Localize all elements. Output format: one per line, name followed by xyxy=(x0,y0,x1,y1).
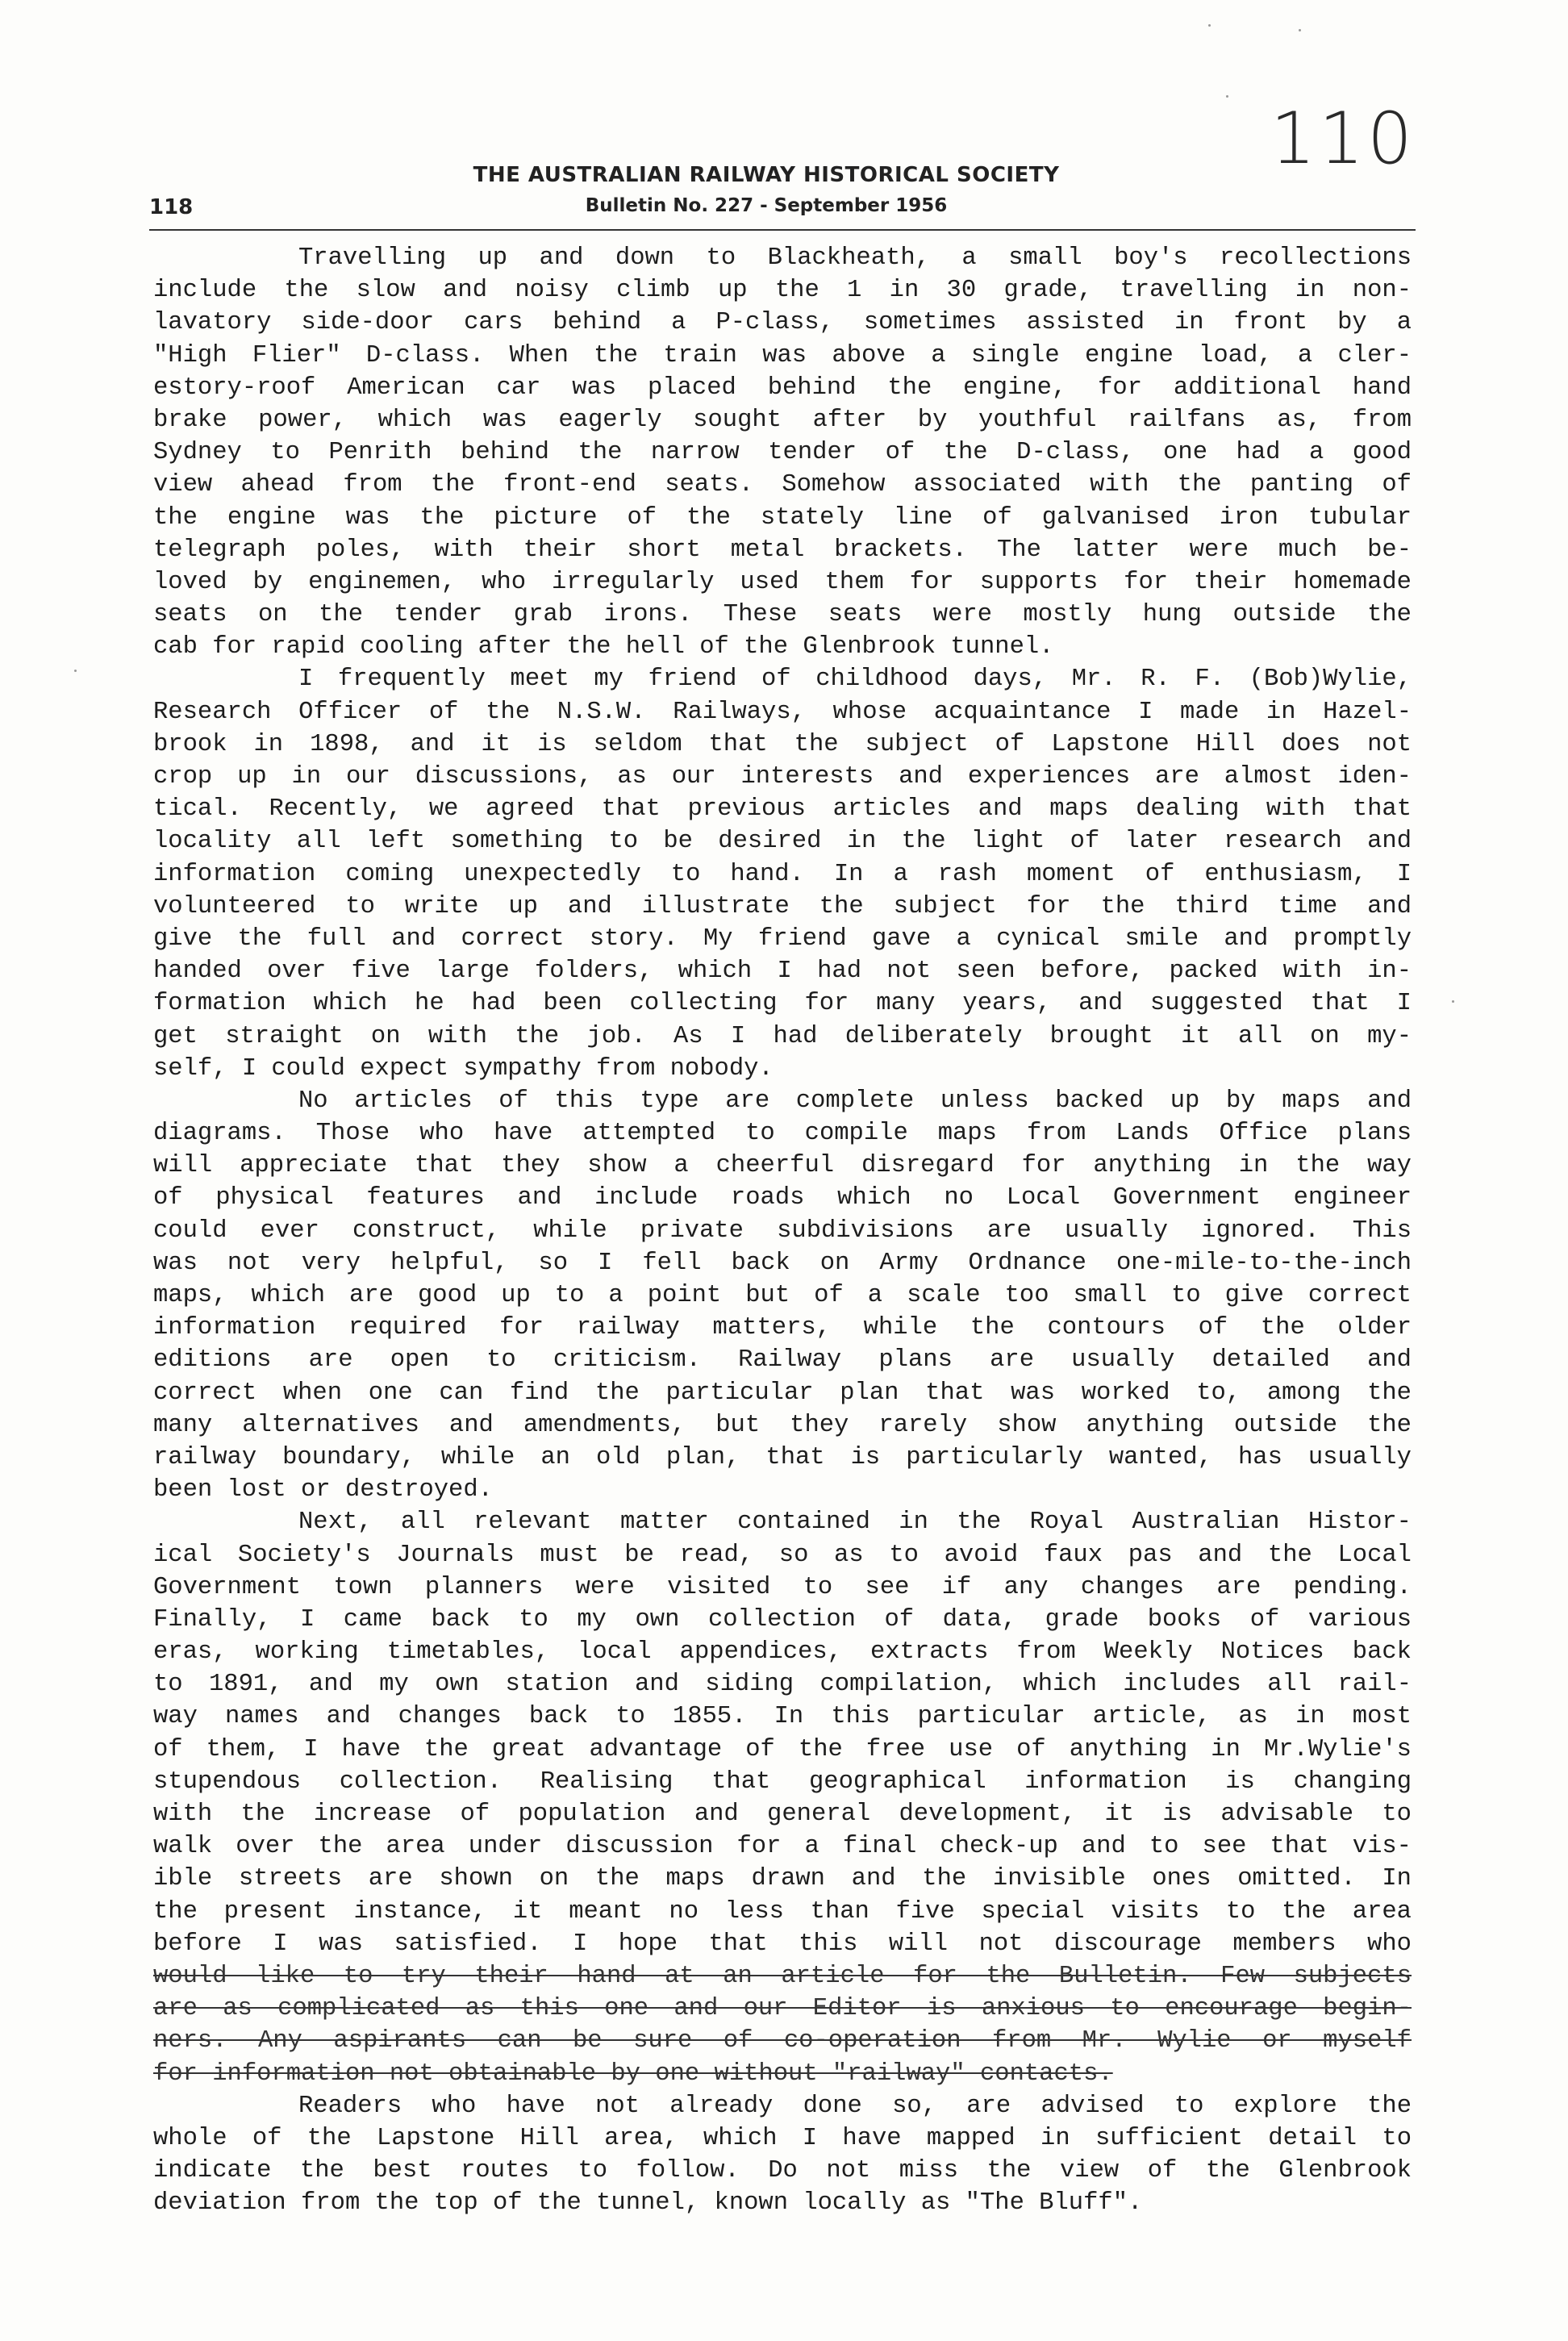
text-line: crop up in our discussions, as our interests and experiences are almost iden- xyxy=(153,763,1412,791)
text-line: walk over the area under discussion for a final check-up and to see that vis- xyxy=(153,1833,1412,1861)
text-line: No articles of this type are complete unless backed up by maps and xyxy=(298,1087,1412,1115)
text-line: locality all left something to be desired in the light of later research and xyxy=(153,828,1412,856)
text-line: of physical features and include roads which no Local Government engineer xyxy=(153,1184,1412,1212)
text-line: whole of the Lapstone Hill area, which I have mapped in sufficient detail to xyxy=(153,2124,1412,2152)
text-line: volunteered to write up and illustrate the subject for the third time and xyxy=(153,892,1412,920)
text-line: cab for rapid cooling after the hell of the Glenbrook tunnel. xyxy=(153,633,1054,661)
text-line: will appreciate that they show a cheerful disregard for anything in the way xyxy=(153,1152,1412,1180)
text-line: with the increase of population and general development, it is advisable to xyxy=(153,1801,1412,1828)
print-speck xyxy=(1299,29,1301,31)
text-line: get straight on with the job. As I had deliberately brought it all on my- xyxy=(153,1022,1412,1050)
text-line: was not very helpful, so I fell back on Army Ordnance one-mile-to-the-inch xyxy=(153,1249,1412,1277)
society-name: THE AUSTRALIAN RAILWAY HISTORICAL SOCIETY xyxy=(473,163,1060,187)
text-line: give the full and correct story. My friend gave a cynical smile and promptly xyxy=(153,924,1412,953)
text-line: many alternatives and amendments, but they rarely show anything outside the xyxy=(153,1411,1412,1439)
text-line: brake power, which was eagerly sought after by youthful railfans as, from xyxy=(153,406,1412,434)
text-line: the present instance, it meant no less than five special visits to the area xyxy=(153,1897,1412,1926)
text-line: been lost or destroyed. xyxy=(153,1476,493,1504)
text-line: eras, working timetables, local appendices, extracts from Weekly Notices back xyxy=(153,1638,1412,1667)
text-line: correct when one can find the particular plan that was worked to, among the xyxy=(153,1379,1412,1407)
text-line: telegraph poles, with their short metal brackets. The latter were much be- xyxy=(153,536,1412,564)
header-rule xyxy=(149,229,1416,231)
text-line: Next, all relevant matter contained in the Royal Australian Histor- xyxy=(298,1509,1412,1537)
text-line: loved by enginemen, who irregularly used them for supports for their homemade xyxy=(153,568,1412,596)
text-line: could ever construct, while private subdivisions are usually ignored. This xyxy=(153,1216,1412,1245)
text-line: stupendous collection. Realising that geographical information is changing xyxy=(153,1767,1412,1796)
text-line: diagrams. Those who have attempted to compile maps from Lands Office plans xyxy=(153,1120,1412,1148)
text-line: information coming unexpectedly to hand. In a rash moment of enthusiasm, I xyxy=(153,860,1412,888)
text-line: include the slow and noisy climb up the 1 in 30 grade, travelling in non- xyxy=(153,277,1412,305)
text-line: ners. Any aspirants can be sure of co-operation from Mr. Wylie or myself xyxy=(153,2027,1412,2055)
bulletin-issue: Bulletin No. 227 - September 1956 xyxy=(585,195,948,216)
text-line: formation which he had been collecting for many years, and suggested that I xyxy=(153,990,1412,1018)
text-line: indicate the best routes to follow. Do not miss the view of the Glenbrook xyxy=(153,2157,1412,2185)
text-line: "High Flier" D-class. When the train was above a single engine load, a cler- xyxy=(153,341,1412,369)
text-line: would like to try their hand at an article for the Bulletin. Few subjects xyxy=(153,1962,1412,1990)
text-line: Travelling up and down to Blackheath, a small boy's recollections xyxy=(298,244,1412,272)
folio-number: 110 xyxy=(1270,97,1416,180)
text-line: Sydney to Penrith behind the narrow tender of the D-class, one had a good xyxy=(153,439,1412,467)
text-line: tical. Recently, we agreed that previous articles and maps dealing with that xyxy=(153,795,1412,824)
text-line: seats on the tender grab irons. These seats were mostly hung outside the xyxy=(153,601,1412,629)
print-speck xyxy=(1208,24,1211,27)
text-line: ical Society's Journals must be read, so as to avoid faux pas and the Local xyxy=(153,1541,1412,1569)
text-line: editions are open to criticism. Railway plans are usually detailed and xyxy=(153,1346,1412,1375)
text-line: of them, I have the great advantage of the free use of anything in Mr.Wylie's xyxy=(153,1735,1412,1763)
text-line: I frequently meet my friend of childhood days, Mr. R. F. (Bob)Wylie, xyxy=(298,666,1412,694)
text-line: Readers who have not already done so, are advised to explore the xyxy=(298,2092,1412,2120)
page-number: 118 xyxy=(149,195,194,219)
print-speck xyxy=(1226,95,1228,98)
text-line: lavatory side-door cars behind a P-class, sometimes assisted in front by a xyxy=(153,309,1412,337)
text-line: information required for railway matters, while the contours of the older xyxy=(153,1314,1412,1342)
page-header xyxy=(419,163,1113,216)
text-line: way names and changes back to 1855. In this particular article, as in most xyxy=(153,1703,1412,1731)
text-line: railway boundary, while an old plan, that is particularly wanted, has usually xyxy=(153,1443,1412,1471)
text-line: deviation from the top of the tunnel, known locally as "The Bluff". xyxy=(153,2189,1143,2218)
text-line: self, I could expect sympathy from nobody. xyxy=(153,1054,774,1083)
text-line: brook in 1898, and it is seldom that the subject of Lapstone Hill does not xyxy=(153,730,1412,758)
text-line: for information not obtainable by one without "railway" contacts. xyxy=(153,2059,1113,2088)
text-line: Government town planners were visited to see if any changes are pending. xyxy=(153,1573,1412,1601)
text-line: the engine was the picture of the stately line of galvanised iron tubular xyxy=(153,503,1412,532)
text-line: before I was satisfied. I hope that this will not discourage members who xyxy=(153,1930,1412,1958)
text-line: ible streets are shown on the maps drawn and the invisible ones omitted. In xyxy=(153,1865,1412,1893)
print-speck xyxy=(74,670,77,672)
text-line: view ahead from the front-end seats. Somehow associated with the panting of xyxy=(153,471,1412,499)
text-line: Research Officer of the N.S.W. Railways, whose acquaintance I made in Hazel- xyxy=(153,698,1412,726)
text-line: handed over five large folders, which I had not seen before, packed with in- xyxy=(153,958,1412,986)
print-speck xyxy=(1452,1000,1454,1003)
text-line: are as complicated as this one and our Editor is anxious to encourage begin- xyxy=(153,1995,1412,2023)
text-line: Finally, I came back to my own collection of data, grade books of various xyxy=(153,1605,1412,1634)
article-body xyxy=(153,242,1412,2219)
text-line: estory-roof American car was placed behind the engine, for additional hand xyxy=(153,373,1412,402)
text-line: maps, which are good up to a point but of a scale too small to give correct xyxy=(153,1282,1412,1309)
text-line: to 1891, and my own station and siding compilation, which includes all rail- xyxy=(153,1671,1412,1699)
